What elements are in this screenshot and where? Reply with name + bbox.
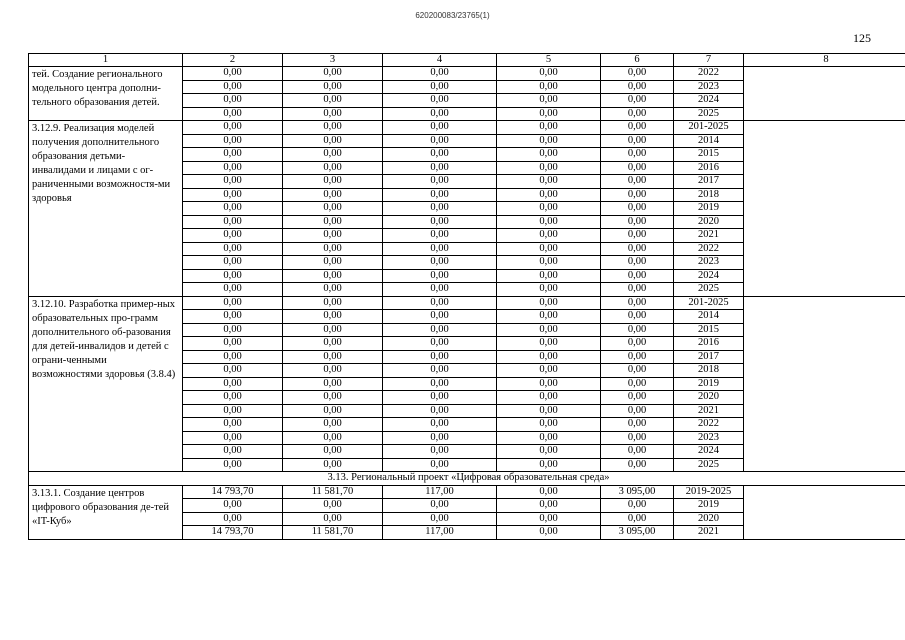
amount-cell: 0,00 xyxy=(497,80,601,94)
amount-cell: 0,00 xyxy=(601,310,674,324)
amount-cell: 117,00 xyxy=(383,526,497,540)
amount-cell: 0,00 xyxy=(283,323,383,337)
amount-cell: 0,00 xyxy=(601,148,674,162)
amount-cell: 0,00 xyxy=(497,458,601,472)
amount-cell: 0,00 xyxy=(183,499,283,513)
amount-cell: 0,00 xyxy=(283,134,383,148)
year-cell: 2021 xyxy=(674,229,744,243)
amount-cell: 0,00 xyxy=(383,323,497,337)
amount-cell: 0,00 xyxy=(283,121,383,135)
amount-cell: 0,00 xyxy=(497,229,601,243)
section-row xyxy=(29,472,905,486)
amount-cell: 0,00 xyxy=(601,94,674,108)
header-cell: 3 xyxy=(283,54,383,67)
amount-cell: 0,00 xyxy=(497,94,601,108)
amount-cell: 0,00 xyxy=(183,229,283,243)
amount-cell: 0,00 xyxy=(283,283,383,297)
year-cell: 2024 xyxy=(674,94,744,108)
amount-cell: 0,00 xyxy=(183,148,283,162)
amount-cell: 0,00 xyxy=(183,310,283,324)
amount-cell: 0,00 xyxy=(183,323,283,337)
amount-cell: 0,00 xyxy=(601,499,674,513)
amount-cell: 0,00 xyxy=(497,445,601,459)
amount-cell: 0,00 xyxy=(283,188,383,202)
table-row xyxy=(29,296,905,310)
amount-cell: 0,00 xyxy=(497,391,601,405)
amount-cell: 0,00 xyxy=(601,404,674,418)
amount-cell: 0,00 xyxy=(601,445,674,459)
amount-cell: 0,00 xyxy=(497,148,601,162)
amount-cell: 0,00 xyxy=(183,404,283,418)
amount-cell: 0,00 xyxy=(601,175,674,189)
year-cell: 2014 xyxy=(674,134,744,148)
amount-cell: 0,00 xyxy=(283,202,383,216)
amount-cell: 0,00 xyxy=(383,431,497,445)
header-cell: 1 xyxy=(29,54,183,67)
amount-cell: 0,00 xyxy=(283,242,383,256)
amount-cell: 0,00 xyxy=(383,175,497,189)
amount-cell: 0,00 xyxy=(497,175,601,189)
amount-cell: 0,00 xyxy=(383,404,497,418)
amount-cell: 0,00 xyxy=(497,256,601,270)
amount-cell: 0,00 xyxy=(497,242,601,256)
measure-description: тей. Создание регионального модельного центра дополни-тельного образования детей. xyxy=(29,67,183,121)
amount-cell: 0,00 xyxy=(283,458,383,472)
amount-cell: 0,00 xyxy=(283,256,383,270)
measure-description: 3.12.10. Разработка пример-ных образовательных про-грамм дополнительного об-разования для детей-инвалидов и детей с ограни-ченными возможностями здоровья (3.8.4) xyxy=(29,296,183,472)
year-cell: 2024 xyxy=(674,445,744,459)
notes-cell xyxy=(744,296,905,472)
amount-cell: 0,00 xyxy=(183,202,283,216)
amount-cell: 0,00 xyxy=(383,148,497,162)
amount-cell: 0,00 xyxy=(383,418,497,432)
amount-cell: 0,00 xyxy=(601,296,674,310)
amount-cell: 0,00 xyxy=(383,67,497,81)
amount-cell: 0,00 xyxy=(183,215,283,229)
amount-cell: 0,00 xyxy=(283,377,383,391)
amount-cell: 0,00 xyxy=(497,350,601,364)
table-row xyxy=(29,67,905,81)
amount-cell: 0,00 xyxy=(497,364,601,378)
document-id: 620200083/23765(1) xyxy=(415,11,490,20)
amount-cell: 0,00 xyxy=(183,418,283,432)
amount-cell: 0,00 xyxy=(383,512,497,526)
amount-cell: 0,00 xyxy=(383,350,497,364)
year-cell: 2022 xyxy=(674,242,744,256)
amount-cell: 0,00 xyxy=(183,337,283,351)
header-row xyxy=(29,54,905,67)
year-cell: 2019-2025 xyxy=(674,485,744,499)
amount-cell: 0,00 xyxy=(601,256,674,270)
amount-cell: 0,00 xyxy=(283,350,383,364)
year-cell: 2019 xyxy=(674,377,744,391)
amount-cell: 0,00 xyxy=(183,296,283,310)
amount-cell: 0,00 xyxy=(601,67,674,81)
amount-cell: 0,00 xyxy=(283,94,383,108)
amount-cell: 0,00 xyxy=(183,364,283,378)
amount-cell: 0,00 xyxy=(183,67,283,81)
amount-cell: 0,00 xyxy=(183,256,283,270)
amount-cell: 0,00 xyxy=(497,431,601,445)
year-cell: 2022 xyxy=(674,67,744,81)
year-cell: 2025 xyxy=(674,458,744,472)
amount-cell: 0,00 xyxy=(383,242,497,256)
amount-cell: 0,00 xyxy=(283,229,383,243)
amount-cell: 0,00 xyxy=(601,121,674,135)
amount-cell: 0,00 xyxy=(601,134,674,148)
amount-cell: 0,00 xyxy=(283,80,383,94)
year-cell: 2018 xyxy=(674,188,744,202)
amount-cell: 0,00 xyxy=(383,310,497,324)
amount-cell: 11 581,70 xyxy=(283,526,383,540)
amount-cell: 0,00 xyxy=(183,458,283,472)
year-cell: 2018 xyxy=(674,364,744,378)
amount-cell: 0,00 xyxy=(497,337,601,351)
amount-cell: 3 095,00 xyxy=(601,485,674,499)
measure-description: 3.12.9. Реализация моделей получения дополнительного образования детьми-инвалидами и лицами с ог-раниченными возможностя-ми здоровья xyxy=(29,121,183,297)
amount-cell: 0,00 xyxy=(497,404,601,418)
amount-cell: 0,00 xyxy=(283,215,383,229)
amount-cell: 0,00 xyxy=(283,296,383,310)
amount-cell: 0,00 xyxy=(383,188,497,202)
header-cell: 2 xyxy=(183,54,283,67)
amount-cell: 117,00 xyxy=(383,485,497,499)
budget-table xyxy=(28,53,905,540)
table-body xyxy=(29,54,905,540)
year-cell: 2020 xyxy=(674,512,744,526)
year-cell: 2023 xyxy=(674,256,744,270)
amount-cell: 0,00 xyxy=(283,310,383,324)
table-row xyxy=(29,485,905,499)
amount-cell: 0,00 xyxy=(601,458,674,472)
amount-cell: 0,00 xyxy=(601,80,674,94)
header-cell: 4 xyxy=(383,54,497,67)
year-cell: 2015 xyxy=(674,323,744,337)
year-cell: 2024 xyxy=(674,269,744,283)
amount-cell: 0,00 xyxy=(183,121,283,135)
amount-cell: 0,00 xyxy=(497,67,601,81)
amount-cell: 0,00 xyxy=(383,337,497,351)
header-cell: 6 xyxy=(601,54,674,67)
measure-description: 3.13.1. Создание центров цифрового образования де-тей «IT-Куб» xyxy=(29,485,183,539)
amount-cell: 0,00 xyxy=(383,458,497,472)
amount-cell: 0,00 xyxy=(601,229,674,243)
year-cell: 2022 xyxy=(674,418,744,432)
year-cell: 2017 xyxy=(674,175,744,189)
amount-cell: 0,00 xyxy=(383,161,497,175)
amount-cell: 0,00 xyxy=(283,445,383,459)
amount-cell: 0,00 xyxy=(383,296,497,310)
amount-cell: 0,00 xyxy=(601,431,674,445)
amount-cell: 0,00 xyxy=(183,175,283,189)
amount-cell: 0,00 xyxy=(383,121,497,135)
amount-cell: 0,00 xyxy=(183,107,283,121)
table-row xyxy=(29,121,905,135)
amount-cell: 0,00 xyxy=(183,161,283,175)
amount-cell: 0,00 xyxy=(601,188,674,202)
page-number: 125 xyxy=(853,31,871,45)
amount-cell: 14 793,70 xyxy=(183,485,283,499)
amount-cell: 0,00 xyxy=(383,202,497,216)
year-cell: 2016 xyxy=(674,161,744,175)
amount-cell: 0,00 xyxy=(183,80,283,94)
year-cell: 2017 xyxy=(674,350,744,364)
amount-cell: 0,00 xyxy=(383,107,497,121)
amount-cell: 0,00 xyxy=(283,107,383,121)
amount-cell: 0,00 xyxy=(383,364,497,378)
year-cell: 2014 xyxy=(674,310,744,324)
year-cell: 2023 xyxy=(674,431,744,445)
section-title: 3.13. Региональный проект «Цифровая образовательная среда» xyxy=(29,472,905,486)
amount-cell: 0,00 xyxy=(497,161,601,175)
year-cell: 2020 xyxy=(674,215,744,229)
year-cell: 2020 xyxy=(674,391,744,405)
notes-cell xyxy=(744,121,905,297)
amount-cell: 0,00 xyxy=(183,377,283,391)
amount-cell: 0,00 xyxy=(183,512,283,526)
amount-cell: 11 581,70 xyxy=(283,485,383,499)
amount-cell: 0,00 xyxy=(497,310,601,324)
amount-cell: 0,00 xyxy=(601,418,674,432)
year-cell: 201-2025 xyxy=(674,296,744,310)
year-cell: 201-2025 xyxy=(674,121,744,135)
amount-cell: 0,00 xyxy=(183,188,283,202)
amount-cell: 14 793,70 xyxy=(183,526,283,540)
amount-cell: 0,00 xyxy=(383,269,497,283)
amount-cell: 0,00 xyxy=(497,215,601,229)
amount-cell: 0,00 xyxy=(283,364,383,378)
amount-cell: 0,00 xyxy=(383,229,497,243)
amount-cell: 0,00 xyxy=(601,215,674,229)
notes-cell xyxy=(744,67,905,121)
amount-cell: 0,00 xyxy=(283,499,383,513)
amount-cell: 0,00 xyxy=(601,107,674,121)
amount-cell: 0,00 xyxy=(497,202,601,216)
amount-cell: 0,00 xyxy=(283,431,383,445)
header-cell: 7 xyxy=(674,54,744,67)
year-cell: 2023 xyxy=(674,80,744,94)
year-cell: 2019 xyxy=(674,202,744,216)
header-cell: 5 xyxy=(497,54,601,67)
amount-cell: 0,00 xyxy=(601,364,674,378)
header-cell: 8 xyxy=(744,54,905,67)
notes-cell xyxy=(744,485,905,539)
amount-cell: 0,00 xyxy=(497,188,601,202)
amount-cell: 0,00 xyxy=(601,323,674,337)
amount-cell: 0,00 xyxy=(383,256,497,270)
year-cell: 2016 xyxy=(674,337,744,351)
amount-cell: 0,00 xyxy=(283,175,383,189)
amount-cell: 0,00 xyxy=(183,94,283,108)
amount-cell: 0,00 xyxy=(497,121,601,135)
year-cell: 2025 xyxy=(674,107,744,121)
amount-cell: 0,00 xyxy=(383,445,497,459)
amount-cell: 0,00 xyxy=(383,134,497,148)
amount-cell: 0,00 xyxy=(497,283,601,297)
amount-cell: 0,00 xyxy=(383,377,497,391)
amount-cell: 0,00 xyxy=(283,418,383,432)
amount-cell: 0,00 xyxy=(601,391,674,405)
amount-cell: 0,00 xyxy=(601,283,674,297)
year-cell: 2015 xyxy=(674,148,744,162)
amount-cell: 0,00 xyxy=(183,283,283,297)
amount-cell: 0,00 xyxy=(383,80,497,94)
amount-cell: 3 095,00 xyxy=(601,526,674,540)
amount-cell: 0,00 xyxy=(383,215,497,229)
amount-cell: 0,00 xyxy=(383,283,497,297)
amount-cell: 0,00 xyxy=(497,323,601,337)
amount-cell: 0,00 xyxy=(283,161,383,175)
amount-cell: 0,00 xyxy=(497,485,601,499)
amount-cell: 0,00 xyxy=(183,242,283,256)
year-cell: 2021 xyxy=(674,404,744,418)
amount-cell: 0,00 xyxy=(183,445,283,459)
amount-cell: 0,00 xyxy=(383,499,497,513)
amount-cell: 0,00 xyxy=(601,161,674,175)
amount-cell: 0,00 xyxy=(497,134,601,148)
amount-cell: 0,00 xyxy=(497,296,601,310)
amount-cell: 0,00 xyxy=(283,67,383,81)
amount-cell: 0,00 xyxy=(497,512,601,526)
amount-cell: 0,00 xyxy=(497,499,601,513)
amount-cell: 0,00 xyxy=(601,202,674,216)
amount-cell: 0,00 xyxy=(601,269,674,283)
amount-cell: 0,00 xyxy=(383,94,497,108)
amount-cell: 0,00 xyxy=(183,391,283,405)
amount-cell: 0,00 xyxy=(383,391,497,405)
amount-cell: 0,00 xyxy=(497,107,601,121)
amount-cell: 0,00 xyxy=(283,148,383,162)
amount-cell: 0,00 xyxy=(283,337,383,351)
amount-cell: 0,00 xyxy=(283,512,383,526)
amount-cell: 0,00 xyxy=(283,391,383,405)
year-cell: 2021 xyxy=(674,526,744,540)
amount-cell: 0,00 xyxy=(601,350,674,364)
amount-cell: 0,00 xyxy=(497,418,601,432)
amount-cell: 0,00 xyxy=(183,134,283,148)
amount-cell: 0,00 xyxy=(601,337,674,351)
amount-cell: 0,00 xyxy=(283,269,383,283)
amount-cell: 0,00 xyxy=(497,526,601,540)
amount-cell: 0,00 xyxy=(497,269,601,283)
year-cell: 2025 xyxy=(674,283,744,297)
amount-cell: 0,00 xyxy=(601,377,674,391)
amount-cell: 0,00 xyxy=(183,269,283,283)
amount-cell: 0,00 xyxy=(183,350,283,364)
amount-cell: 0,00 xyxy=(601,242,674,256)
amount-cell: 0,00 xyxy=(497,377,601,391)
year-cell: 2019 xyxy=(674,499,744,513)
amount-cell: 0,00 xyxy=(183,431,283,445)
amount-cell: 0,00 xyxy=(601,512,674,526)
amount-cell: 0,00 xyxy=(283,404,383,418)
